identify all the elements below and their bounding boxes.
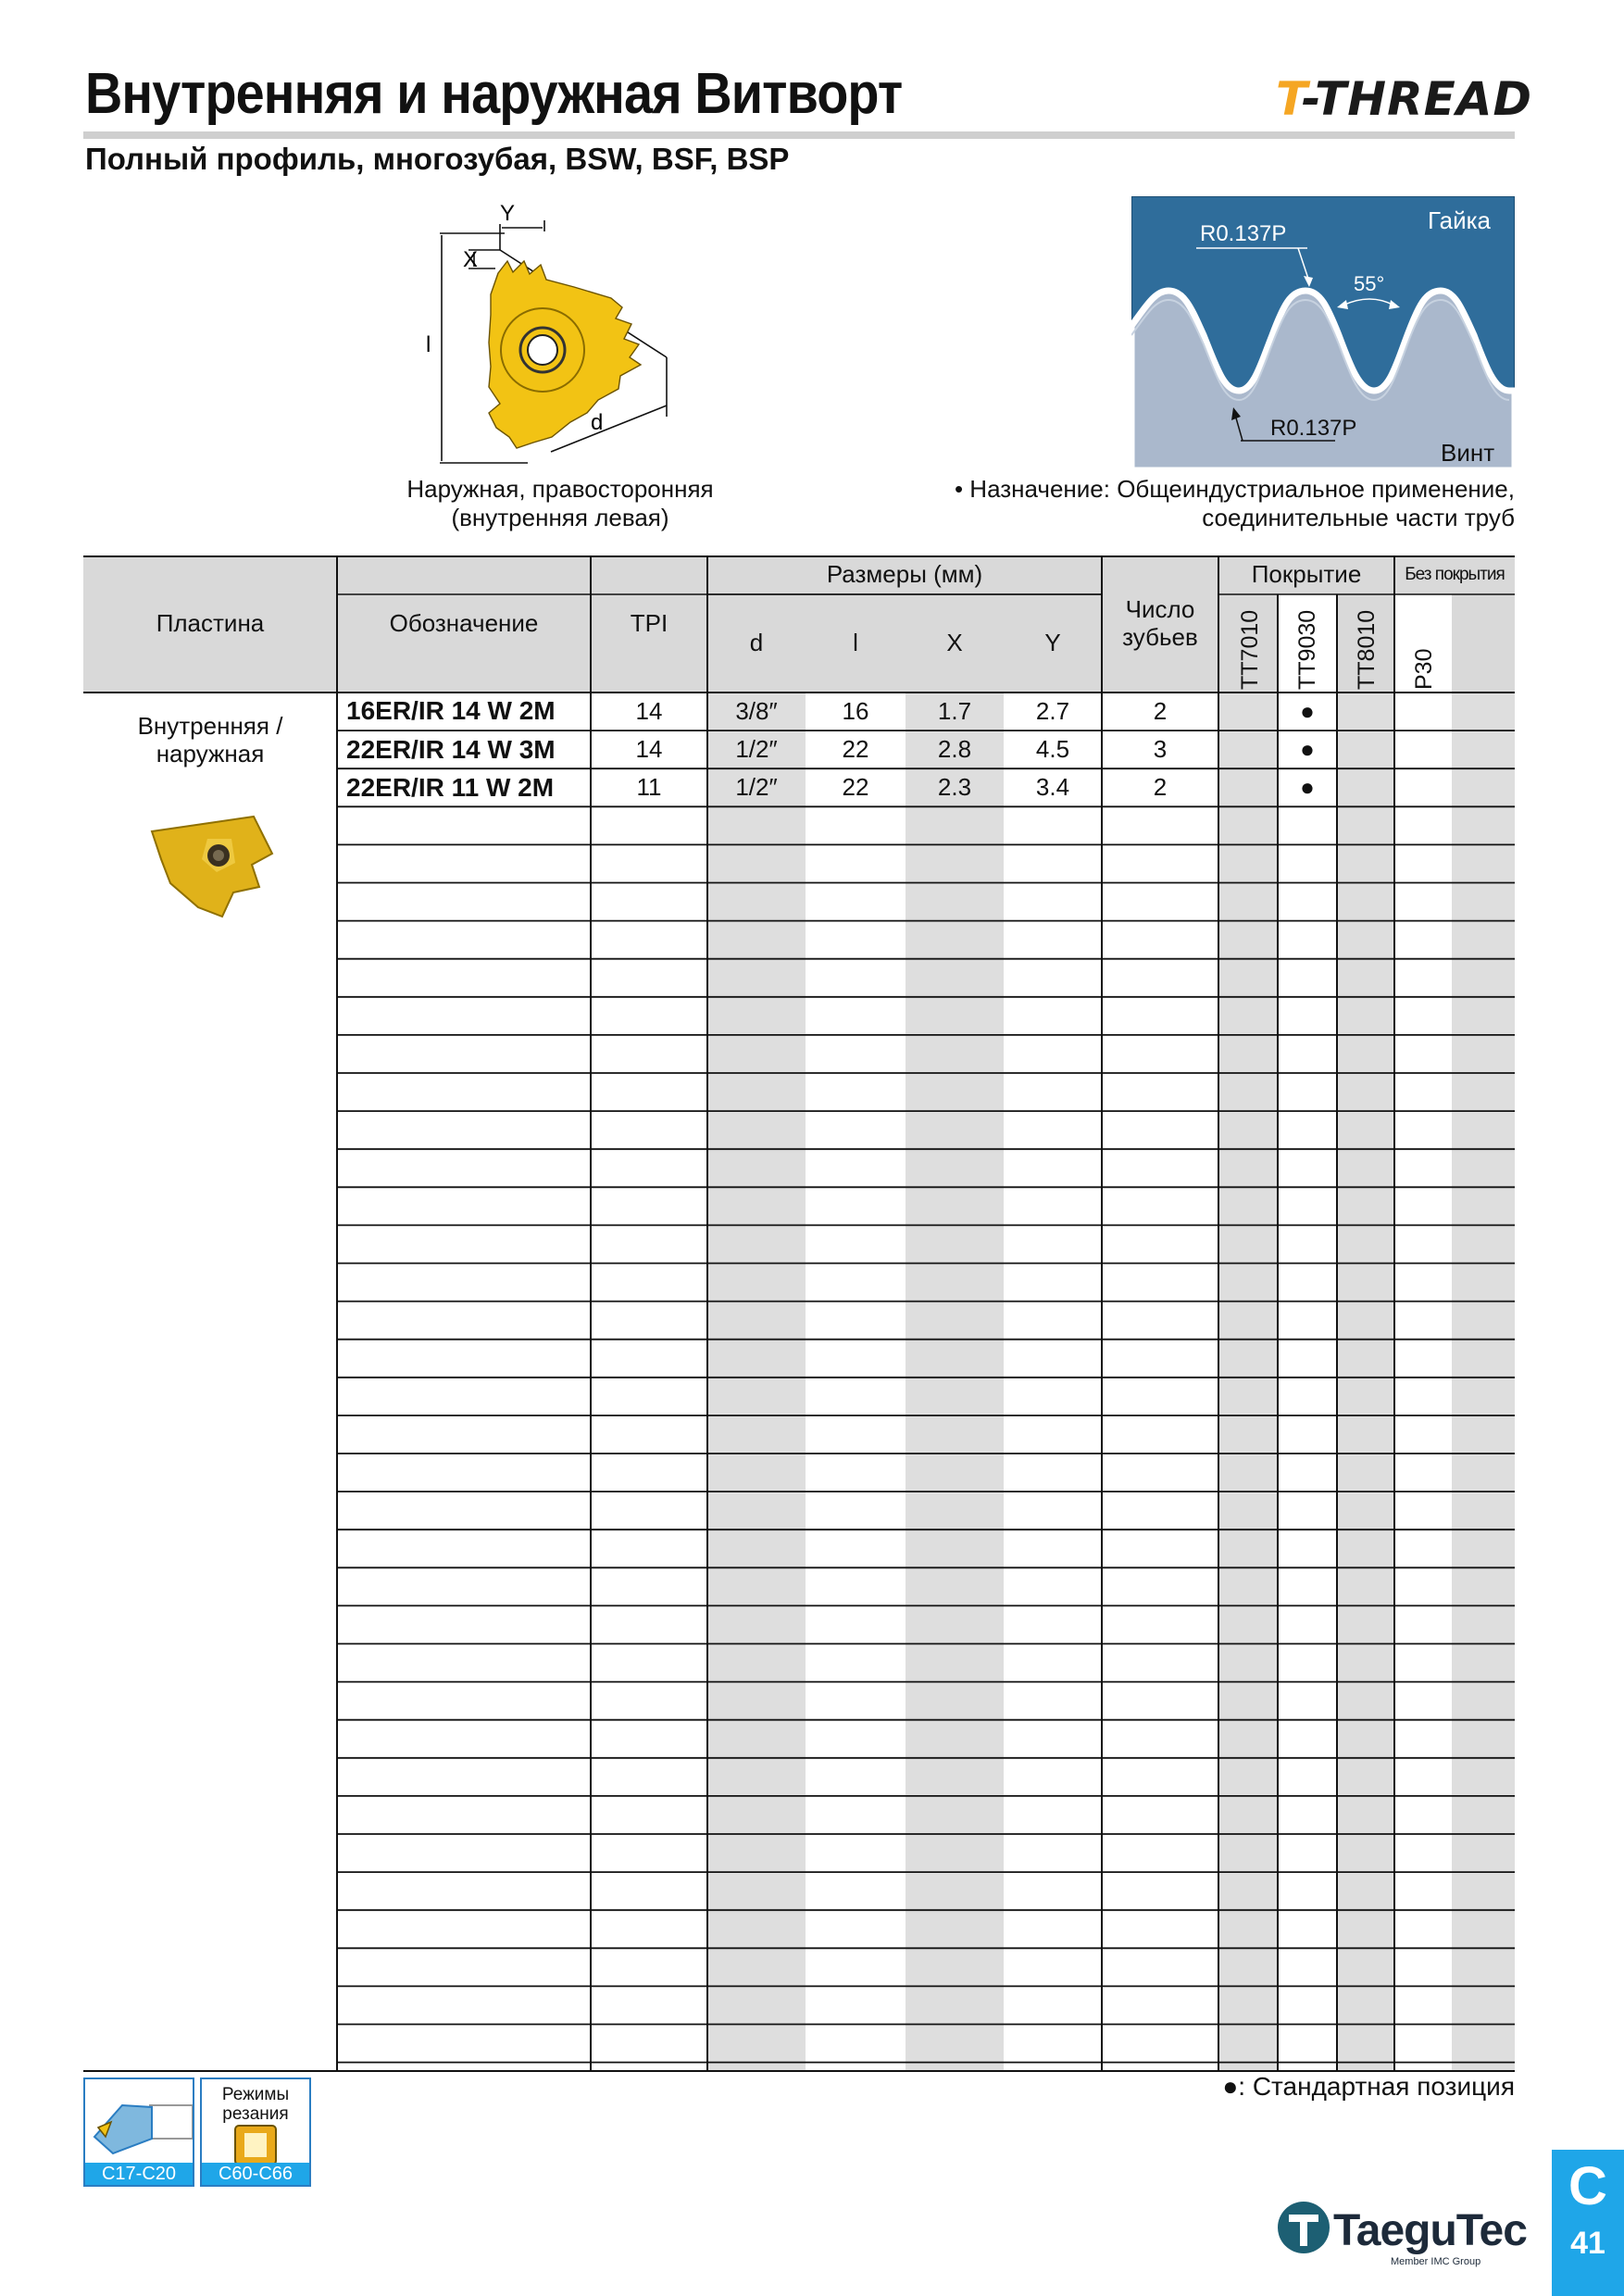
cell-dim-x: 2.3: [937, 772, 972, 801]
purpose-text: • Назначение: Общеиндустриальное применение, соединительные части труб: [954, 475, 1515, 531]
cell-dim-l: 22: [842, 772, 869, 801]
cutting-conditions-icon: [202, 2122, 309, 2168]
t-thread-logo: T-THREAD: [1276, 72, 1532, 126]
header-coated: Покрытие: [1251, 560, 1362, 589]
header-grade-p30: P30: [1411, 648, 1437, 690]
shaded-column: [1337, 693, 1394, 2070]
cell-grade-tt7010: [1218, 730, 1278, 768]
product-table: [83, 555, 1515, 2070]
cell-dim-y: 3.4: [1035, 772, 1070, 801]
cell-grade-tt9030: ●: [1300, 772, 1315, 801]
cutting-conditions-ref-label: C60-C66: [202, 2163, 309, 2185]
insert-type-label: Внутренняя / наружная: [137, 712, 283, 767]
cell-grade-tt9030: ●: [1300, 734, 1315, 763]
cell-dim-x: 2.8: [937, 734, 972, 763]
header-dim-y: Y: [1044, 629, 1061, 657]
cell-grade-p30: [1394, 768, 1452, 806]
cutting-conditions-title: Режимы резания: [221, 2085, 290, 2124]
thread-profile-diagram: [1131, 196, 1515, 470]
page-subtitle: Полный профиль, многозубая, BSW, BSF, BSP: [85, 142, 790, 176]
header-dim-d: d: [749, 629, 764, 657]
standard-item-note: ●: Стандартная позиция: [1222, 2072, 1515, 2101]
cell-dim-d: 1/2″: [735, 734, 778, 763]
cell-grade-tt8010: [1337, 768, 1394, 806]
nut-label: Гайка: [1428, 206, 1492, 234]
shaded-column: [906, 693, 1004, 2070]
cell-dim-y: 2.7: [1035, 696, 1070, 725]
insert-photo: [143, 798, 281, 928]
dim-y-label: Y: [500, 201, 516, 226]
header-teeth: Число зубьев: [1122, 595, 1198, 651]
cell-tpi: 14: [635, 696, 663, 725]
company-name: TaeguTec: [1333, 2206, 1527, 2255]
header-dim-x: X: [946, 629, 963, 657]
dim-x-label: X: [463, 247, 479, 272]
header-uncoated: Без покрытия: [1405, 565, 1505, 585]
cell-dim-l: 16: [842, 696, 869, 725]
page-title: Внутренняя и наружная Витворт: [85, 62, 903, 126]
cell-designation: 22ER/IR 14 W 3M: [346, 734, 556, 764]
header-grade-tt8010: TT8010: [1354, 609, 1380, 690]
shaded-column: [707, 693, 806, 2070]
header-bg-extra: [1452, 594, 1515, 693]
header-dim-l: l: [853, 629, 858, 657]
cell-grade-tt8010: [1337, 693, 1394, 730]
section-letter: C: [1568, 2156, 1607, 2216]
radius-top-label: R0.137P: [1200, 221, 1287, 246]
cell-tpi: 11: [636, 772, 662, 801]
cell-grade-tt7010: [1218, 693, 1278, 730]
cutting-conditions-ref-link[interactable]: [200, 2078, 311, 2187]
header-dimensions: Размеры (мм): [826, 560, 983, 589]
cell-tpi: 14: [635, 734, 663, 763]
page-number: 41: [1570, 2226, 1605, 2261]
dim-l-label: l: [426, 332, 431, 357]
cell-dim-l: 22: [842, 734, 869, 763]
cell-designation: 16ER/IR 14 W 2M: [346, 696, 556, 726]
dim-d-label: d: [591, 410, 604, 435]
insert-dimension-drawing: [389, 194, 722, 472]
cell-grade-tt7010: [1218, 768, 1278, 806]
toolholder-icon: [85, 2079, 193, 2161]
title-rule: [83, 131, 1515, 139]
header-designation: Обозначение: [389, 609, 539, 638]
cell-teeth: 2: [1153, 696, 1168, 725]
cell-teeth: 2: [1153, 772, 1168, 801]
angle-label: 55°: [1354, 272, 1385, 295]
toolholder-ref-link[interactable]: [83, 2078, 194, 2187]
radius-bottom-label: R0.137P: [1270, 416, 1357, 441]
cell-designation: 22ER/IR 11 W 2M: [346, 772, 555, 802]
section-tab: [1552, 2150, 1624, 2296]
cell-dim-y: 4.5: [1035, 734, 1070, 763]
header-grade-tt7010: TT7010: [1237, 609, 1263, 690]
header-grade-tt9030: TT9030: [1294, 609, 1320, 690]
shaded-column: [1218, 693, 1278, 2070]
cell-grade-p30: [1394, 693, 1452, 730]
drawing-caption: Наружная, правосторонняя (внутренняя левая): [406, 475, 714, 531]
cell-dim-d: 1/2″: [735, 772, 778, 801]
cell-dim-x: 1.7: [937, 696, 972, 725]
cell-grade-tt8010: [1337, 730, 1394, 768]
company-subtitle: Member IMC Group: [1391, 2256, 1481, 2267]
cell-grade-p30: [1394, 730, 1452, 768]
screw-label: Винт: [1441, 439, 1495, 467]
cell-dim-d: 3/8″: [735, 696, 778, 725]
cell-grade-tt9030: ●: [1300, 696, 1315, 725]
cell-teeth: 3: [1153, 734, 1168, 763]
header-tpi: TPI: [630, 609, 668, 638]
header-insert: Пластина: [156, 609, 265, 638]
taegutec-logo-icon: [1276, 2200, 1331, 2255]
shaded-column: [1452, 693, 1515, 2070]
toolholder-ref-label: C17-C20: [85, 2163, 193, 2185]
